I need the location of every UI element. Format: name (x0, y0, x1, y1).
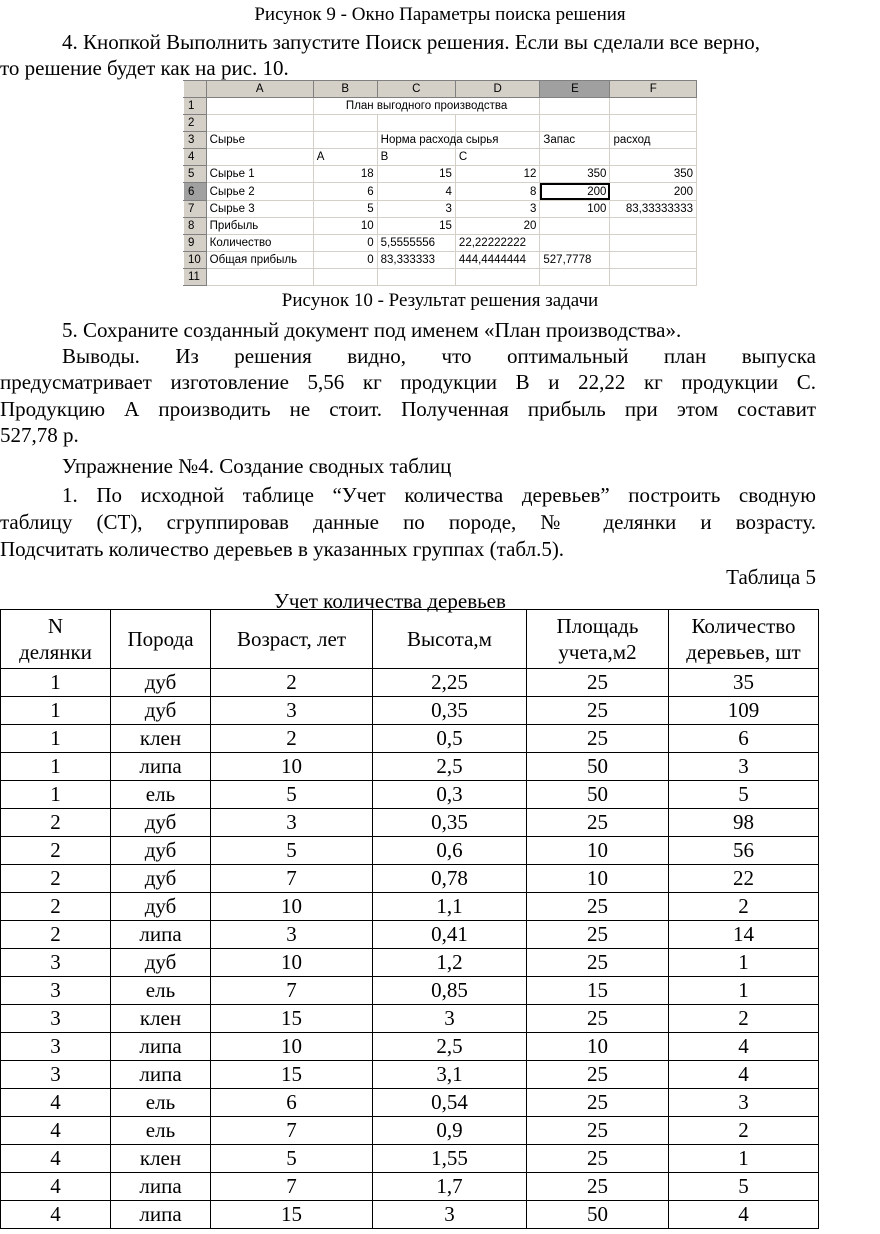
row-header-2[interactable]: 2 (184, 115, 207, 132)
row-header-11[interactable]: 11 (184, 268, 207, 285)
cell-a8[interactable]: Прибыль (206, 217, 313, 234)
column-header-a[interactable]: A (206, 81, 313, 98)
table-cell: 1 (669, 977, 819, 1005)
table-cell: 3 (373, 1201, 527, 1229)
row-header-1[interactable]: 1 (184, 98, 207, 115)
cell-e4[interactable] (540, 149, 610, 166)
table-cell: 4 (669, 1061, 819, 1089)
table-title: Учет количества деревьев (274, 589, 506, 613)
table-cell: 1 (1, 697, 111, 725)
cell-b11[interactable] (313, 268, 377, 285)
trees-table (0, 609, 819, 1229)
table-cell: 3 (211, 697, 373, 725)
step-4-line-1: 4. Кнопкой Выполнить запустите Поиск решения. Если вы сделали все верно, (62, 30, 761, 54)
table-cell: 2,25 (373, 669, 527, 697)
table-cell: 5 (211, 781, 373, 809)
table-cell: 3 (373, 1005, 527, 1033)
table-cell: 10 (211, 1033, 373, 1061)
table-cell: 25 (527, 893, 669, 921)
cell-a11[interactable] (206, 268, 313, 285)
cell-d6[interactable]: 8 (455, 183, 539, 200)
cell-c8[interactable]: 15 (377, 217, 455, 234)
table-row (1, 1005, 819, 1033)
cell-b9[interactable]: 0 (313, 234, 377, 251)
trees-header-line-1: Порода (127, 627, 194, 651)
trees-header-line-2: делянки (19, 640, 92, 664)
table-cell: дуб (111, 893, 211, 921)
row-header-10[interactable]: 10 (184, 251, 207, 268)
table-cell: 2 (1, 921, 111, 949)
table-cell: 7 (211, 1173, 373, 1201)
table-row (1, 669, 819, 697)
table-cell: 3 (669, 1089, 819, 1117)
table-cell: 1,2 (373, 949, 527, 977)
cell-f2[interactable] (610, 115, 697, 132)
cell-d11[interactable] (455, 268, 539, 285)
cell-b10[interactable]: 0 (313, 251, 377, 268)
table-cell: 10 (211, 893, 373, 921)
cell-e3[interactable]: Запас (540, 132, 610, 149)
table-cell: 4 (1, 1173, 111, 1201)
table-row (1, 1061, 819, 1089)
exercise-task-line-3: Подсчитать количество деревьев в указанных группах (табл.5). (0, 537, 565, 561)
cell-e11[interactable] (540, 268, 610, 285)
cell-b6[interactable]: 6 (313, 183, 377, 200)
cell-e8[interactable] (540, 217, 610, 234)
table-cell: 25 (527, 669, 669, 697)
table-cell: 2 (1, 809, 111, 837)
table-cell: 10 (527, 837, 669, 865)
table-cell: 4 (669, 1033, 819, 1061)
cell-b2[interactable] (313, 115, 377, 132)
table-cell: 3 (1, 977, 111, 1005)
trees-header-5 (669, 610, 819, 669)
table-cell: 25 (527, 949, 669, 977)
cell-d9[interactable]: 22,22222222 (455, 234, 539, 251)
table-row (1, 753, 819, 781)
table-cell: 10 (527, 865, 669, 893)
table-cell: 25 (527, 1117, 669, 1145)
table-cell: 0,35 (373, 809, 527, 837)
table-cell: 25 (527, 1061, 669, 1089)
table-cell: 1 (669, 1145, 819, 1173)
cell-b4[interactable]: А (313, 149, 377, 166)
table-cell: 4 (1, 1117, 111, 1145)
table-cell: 0,85 (373, 977, 527, 1005)
table-row (1, 977, 819, 1005)
table-cell: 0,78 (373, 865, 527, 893)
cell-e9[interactable] (540, 234, 610, 251)
conclusion-line-1: Выводы. Из решения видно, что оптимальный план выпуска (62, 344, 816, 368)
table-cell: 25 (527, 1145, 669, 1173)
table-cell: 25 (527, 1005, 669, 1033)
table-cell: липа (111, 1061, 211, 1089)
table-cell: 50 (527, 1201, 669, 1229)
table-cell: липа (111, 921, 211, 949)
table-row (1, 1173, 819, 1201)
cell-a6[interactable]: Сырье 2 (206, 183, 313, 200)
cell-f7[interactable]: 83,33333333 (610, 200, 697, 217)
cell-a10[interactable]: Общая прибыль (206, 251, 313, 268)
table-cell: дуб (111, 809, 211, 837)
table-cell: 2 (211, 669, 373, 697)
cell-b3[interactable] (313, 132, 377, 149)
table-cell: 22 (669, 865, 819, 893)
cell-f9[interactable] (610, 234, 697, 251)
table-cell: клен (111, 1145, 211, 1173)
cell-d2[interactable] (455, 115, 539, 132)
table-row (1, 725, 819, 753)
column-header-b[interactable]: B (313, 81, 377, 98)
table-cell: 25 (527, 921, 669, 949)
table-cell: 3 (1, 1033, 111, 1061)
step-5: 5. Сохраните созданный документ под именем «План производства». (62, 318, 682, 342)
conclusion-line-4: 527,78 р. (0, 423, 79, 447)
column-header-c[interactable]: C (377, 81, 455, 98)
table-cell: 1 (1, 753, 111, 781)
cell-e1[interactable] (540, 98, 610, 115)
cell-c3[interactable]: Норма расхода сырья (377, 132, 455, 149)
cell-c5[interactable]: 15 (377, 166, 455, 183)
row-header-5[interactable]: 5 (184, 166, 207, 183)
table-cell: 5 (211, 1145, 373, 1173)
trees-header-0 (1, 610, 111, 669)
cell-f4[interactable] (610, 149, 697, 166)
table-cell: 2 (211, 725, 373, 753)
table-cell: 3 (1, 949, 111, 977)
cell-f6[interactable]: 200 (610, 183, 697, 200)
cell-f8[interactable] (610, 217, 697, 234)
spreadsheet-result (183, 80, 697, 286)
table-cell: 10 (211, 753, 373, 781)
trees-header-line-1: Высота,м (407, 627, 492, 651)
trees-header-3 (373, 610, 527, 669)
table-cell: 109 (669, 697, 819, 725)
table-cell: 7 (211, 977, 373, 1005)
cell-e7[interactable]: 100 (540, 200, 610, 217)
row-header-3[interactable]: 3 (184, 132, 207, 149)
row-header-4[interactable]: 4 (184, 149, 207, 166)
figure-9-caption: Рисунок 9 - Окно Параметры поиска решения (254, 4, 626, 25)
cell-c7[interactable]: 3 (377, 200, 455, 217)
row-header-8[interactable]: 8 (184, 217, 207, 234)
table-cell: липа (111, 1201, 211, 1229)
table-cell: 2 (669, 1005, 819, 1033)
table-cell: 14 (669, 921, 819, 949)
cell-e6[interactable]: 200 (540, 183, 610, 200)
table-row (1, 1033, 819, 1061)
cell-a4[interactable] (206, 149, 313, 166)
cell-f3[interactable]: расход (610, 132, 697, 149)
cell-c11[interactable] (377, 268, 455, 285)
table-cell: 3,1 (373, 1061, 527, 1089)
figure-10-caption: Рисунок 10 - Результат решения задачи (281, 290, 599, 311)
table-cell: ель (111, 1117, 211, 1145)
table-cell: 0,6 (373, 837, 527, 865)
cell-d7[interactable]: 3 (455, 200, 539, 217)
table-row (1, 1089, 819, 1117)
trees-header-2 (211, 610, 373, 669)
table-row (1, 781, 819, 809)
table-row (1, 809, 819, 837)
exercise-title: Упражнение №4. Создание сводных таблиц (62, 454, 452, 478)
table-cell: 3 (669, 753, 819, 781)
table-cell: клен (111, 1005, 211, 1033)
table-cell: 4 (1, 1201, 111, 1229)
table-cell: дуб (111, 697, 211, 725)
cell-b5[interactable]: 18 (313, 166, 377, 183)
table-cell: 25 (527, 697, 669, 725)
table-row (1, 921, 819, 949)
row-header-6[interactable]: 6 (184, 183, 207, 200)
table-cell: 15 (211, 1201, 373, 1229)
table-cell: дуб (111, 949, 211, 977)
table-cell: ель (111, 977, 211, 1005)
table-cell: 0,3 (373, 781, 527, 809)
cell-c6[interactable]: 4 (377, 183, 455, 200)
table-cell: 50 (527, 753, 669, 781)
cell-a9[interactable]: Количество (206, 234, 313, 251)
table-cell: 4 (1, 1145, 111, 1173)
table-cell: клен (111, 725, 211, 753)
trees-header-line-1: Площадь (556, 614, 639, 638)
table-cell: 1 (1, 669, 111, 697)
table-cell: 35 (669, 669, 819, 697)
table-cell: 2 (669, 893, 819, 921)
table-cell: 6 (211, 1089, 373, 1117)
conclusion-line-3: Продукцию А производить не стоит. Полученная прибыль при этом составит (0, 397, 816, 421)
cell-a2[interactable] (206, 115, 313, 132)
cell-a3[interactable]: Сырье (206, 132, 313, 149)
table-cell: 3 (211, 809, 373, 837)
column-header-d[interactable]: D (455, 81, 539, 98)
table-cell: 7 (211, 865, 373, 893)
table-row (1, 893, 819, 921)
cell-d8[interactable]: 20 (455, 217, 539, 234)
table-label: Таблица 5 (726, 565, 816, 589)
cell-a5[interactable]: Сырье 1 (206, 166, 313, 183)
table-cell: 56 (669, 837, 819, 865)
table-cell: 15 (211, 1005, 373, 1033)
table-cell: дуб (111, 865, 211, 893)
table-row (1, 837, 819, 865)
table-cell: 2 (669, 1117, 819, 1145)
table-cell: 2 (1, 837, 111, 865)
table-row (1, 1145, 819, 1173)
cell-d10[interactable]: 444,4444444 (455, 251, 539, 268)
table-cell: 1 (1, 725, 111, 753)
table-cell: 15 (211, 1061, 373, 1089)
corner-cell[interactable] (184, 81, 207, 98)
trees-header-line-1: Количество (691, 614, 796, 638)
table-cell: 0,54 (373, 1089, 527, 1117)
table-cell: 1 (669, 949, 819, 977)
cell-e2[interactable] (540, 115, 610, 132)
table-cell: 5 (669, 1173, 819, 1201)
table-cell: 3 (211, 921, 373, 949)
cell-b1[interactable]: План выгодного производства (313, 98, 540, 115)
cell-e5[interactable]: 350 (540, 166, 610, 183)
cell-a7[interactable]: Сырье 3 (206, 200, 313, 217)
table-cell: липа (111, 753, 211, 781)
table-cell: дуб (111, 837, 211, 865)
cell-f11[interactable] (610, 268, 697, 285)
table-cell: дуб (111, 669, 211, 697)
table-cell: 25 (527, 725, 669, 753)
table-row (1, 1201, 819, 1229)
trees-header-line-1: N (47, 614, 64, 638)
cell-d5[interactable]: 12 (455, 166, 539, 183)
trees-header-line-2: деревьев, шт (686, 640, 801, 664)
table-cell: 25 (527, 1173, 669, 1201)
step-4-line-2: то решение будет как на рис. 10. (0, 56, 289, 80)
table-cell: 4 (1, 1089, 111, 1117)
table-cell: 0,35 (373, 697, 527, 725)
table-cell: 1,1 (373, 893, 527, 921)
table-cell: 5 (669, 781, 819, 809)
table-cell: 1 (1, 781, 111, 809)
table-cell: 2,5 (373, 753, 527, 781)
cell-a1[interactable] (206, 98, 313, 115)
cell-f10[interactable] (610, 251, 697, 268)
table-cell: 7 (211, 1117, 373, 1145)
table-cell: липа (111, 1033, 211, 1061)
cell-b7[interactable]: 5 (313, 200, 377, 217)
trees-header-line-2: учета,м2 (558, 640, 637, 664)
table-cell: 3 (1, 1061, 111, 1089)
column-header-e[interactable]: E (540, 81, 610, 98)
table-cell: 0,41 (373, 921, 527, 949)
table-cell: 25 (527, 1089, 669, 1117)
table-cell: 0,9 (373, 1117, 527, 1145)
table-cell: 25 (527, 809, 669, 837)
cell-f5[interactable]: 350 (610, 166, 697, 183)
table-cell: ель (111, 781, 211, 809)
table-cell: 98 (669, 809, 819, 837)
cell-e10[interactable]: 527,7778 (540, 251, 610, 268)
cell-c2[interactable] (377, 115, 455, 132)
table-cell: ель (111, 1089, 211, 1117)
table-cell: 50 (527, 781, 669, 809)
trees-header-4 (527, 610, 669, 669)
cell-b8[interactable]: 10 (313, 217, 377, 234)
table-row (1, 1117, 819, 1145)
table-cell: 15 (527, 977, 669, 1005)
table-row (1, 949, 819, 977)
exercise-task-line-1: 1. По исходной таблице “Учет количества деревьев” построить сводную (62, 483, 816, 507)
row-header-9[interactable]: 9 (184, 234, 207, 251)
table-cell: 3 (1, 1005, 111, 1033)
cell-c10[interactable]: 83,333333 (377, 251, 455, 268)
cell-c9[interactable]: 5,5555556 (377, 234, 455, 251)
table-cell: 5 (211, 837, 373, 865)
conclusion-line-2: предусматривает изготовление 5,56 кг продукции В и 22,22 кг продукции С. (0, 370, 816, 394)
row-header-7[interactable]: 7 (184, 200, 207, 217)
trees-header-line-1: Возраст, лет (236, 627, 347, 651)
cell-d4[interactable]: С (455, 149, 539, 166)
trees-header-1 (111, 610, 211, 669)
table-cell: 1,55 (373, 1145, 527, 1173)
table-cell: 4 (669, 1201, 819, 1229)
table-row (1, 865, 819, 893)
cell-c4[interactable]: В (377, 149, 455, 166)
exercise-task-line-2: таблицу (СТ), сгруппировав данные по породе, № делянки и возрасту. (0, 510, 816, 534)
table-cell: 2 (1, 893, 111, 921)
table-cell: 10 (211, 949, 373, 977)
table-cell: 10 (527, 1033, 669, 1061)
table-cell: липа (111, 1173, 211, 1201)
table-cell: 1,7 (373, 1173, 527, 1201)
table-cell: 6 (669, 725, 819, 753)
table-row (1, 697, 819, 725)
cell-f1[interactable] (610, 98, 697, 115)
table-cell: 2,5 (373, 1033, 527, 1061)
table-cell: 0,5 (373, 725, 527, 753)
table-cell: 2 (1, 865, 111, 893)
column-header-f[interactable]: F (610, 81, 697, 98)
